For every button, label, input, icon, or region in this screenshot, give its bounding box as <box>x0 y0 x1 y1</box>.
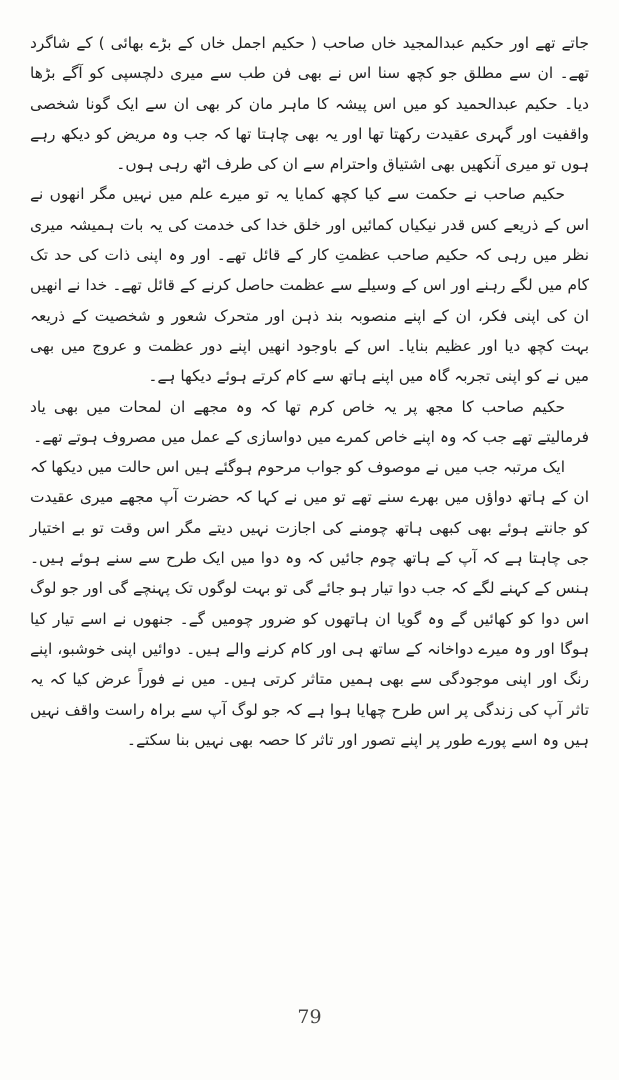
paragraph-4: ایک مرتبہ جب میں نے موصوف کو جواب مرحوم ہوگئے ہیں اس حالت میں دیکھا کہ ان کے ہاتھ دواؤں میں بھرے سنے تھے تو میں نے کہا کہ حضرت آپ مجھے میری عقیدت کو جانتے ہوئے بھی کبھی ہاتھ چومنے کی اجازت نہیں دیتے مگر اس وقت تو بے اختیار جی چاہتا ہے کہ آپ کے ہاتھ چوم جائیں کہ وہ دوا میں ایک طرح سے سنے ہوئے ہیں۔ ہنس کے کہنے لگے کہ جب دوا تیار ہو جائے گی تو بہت لوگوں تک پہنچے گی اور جو لوگ اس دوا کو کھائیں گے وہ گویا ان ہاتھوں کو ضرور چومیں گے۔ جنھوں نے اسے تیار کیا ہوگا اور وہ میرے دواخانہ کے ساتھ ہی اور کام کرنے والے ہیں۔ دوائیں اپنی خوشبو، اپنے رنگ اور اپنی موجودگی سے بھی ہمیں متاثر کرتی ہیں۔ میں نے فوراً عرض کیا کہ یہ تاثر آپ کی زندگی پر اس طرح چھایا ہوا ہے کہ جو لوگ آپ سے براہ راست واقف نہیں ہیں وہ اسے پورے طور پر اپنے تصور اور تاثر کا حصہ بھی نہیں بنا سکتے۔ <box>30 458 589 749</box>
paragraph-2: حکیم صاحب نے حکمت سے کیا کچھ کمایا یہ تو میرے علم میں نہیں مگر انھوں نے اس کے ذریعے کس قدر نیکیاں کمائیں اور خلق خدا کی خدمت کی یہ بات ہمیشہ میری نظر میں رہی کہ حکیم صاحب عظمتِ کار کے قائل تھے۔ اور وہ اپنی ذات کی حد تک کام میں لگے رہنے اور اس کے وسیلے سے عظمت حاصل کرنے کے قائل تھے۔ خدا نے انھیں ان کی اپنی فکر، ان کے اپنے منصوبہ بند ذہن اور متحرک شعور و شخصیت کے ذریعہ بہت کچھ دیا اور عظیم بنایا۔ اس کے باوجود انھیں اپنے دور عظمت و عروج میں بھی میں نے کو اپنی تجربہ گاہ میں اپنے ہاتھ سے کام کرتے ہوئے دیکھا ہے۔ <box>30 185 589 386</box>
paragraph-1: جاتے تھے اور حکیم عبدالمجید خاں صاحب ( حکیم اجمل خاں کے بڑے بھائی ) کے شاگرد تھے۔ ان سے مطلق جو کچھ سنا اس نے بھی فن طب سے میری دلچسپی کو آگے بڑھا دیا۔ حکیم عبدالحمید کو میں اس پیشہ کا ماہر مان کر بھی ان سے ایک گونا شخصی واقفیت اور گہری عقیدت رکھتا تھا اور یہ بھی چاہتا تھا کہ جب وہ مریض کو دیکھ رہے ہوں تو میری آنکھیں بھی اشتیاق واحترام سے ان کی طرف اٹھ رہی ہوں۔ <box>30 34 589 174</box>
body-text <box>30 28 589 755</box>
page-number: 79 <box>297 1006 322 1028</box>
paragraph-3: حکیم صاحب کا مجھ پر یہ خاص کرم تھا کہ وہ مجھے ان لمحات میں بھی یاد فرمالیتے تھے جب کہ وہ اپنے خاص کمرے میں دواسازی کے عمل میں مصروف ہوتے تھے۔ <box>30 397 589 446</box>
